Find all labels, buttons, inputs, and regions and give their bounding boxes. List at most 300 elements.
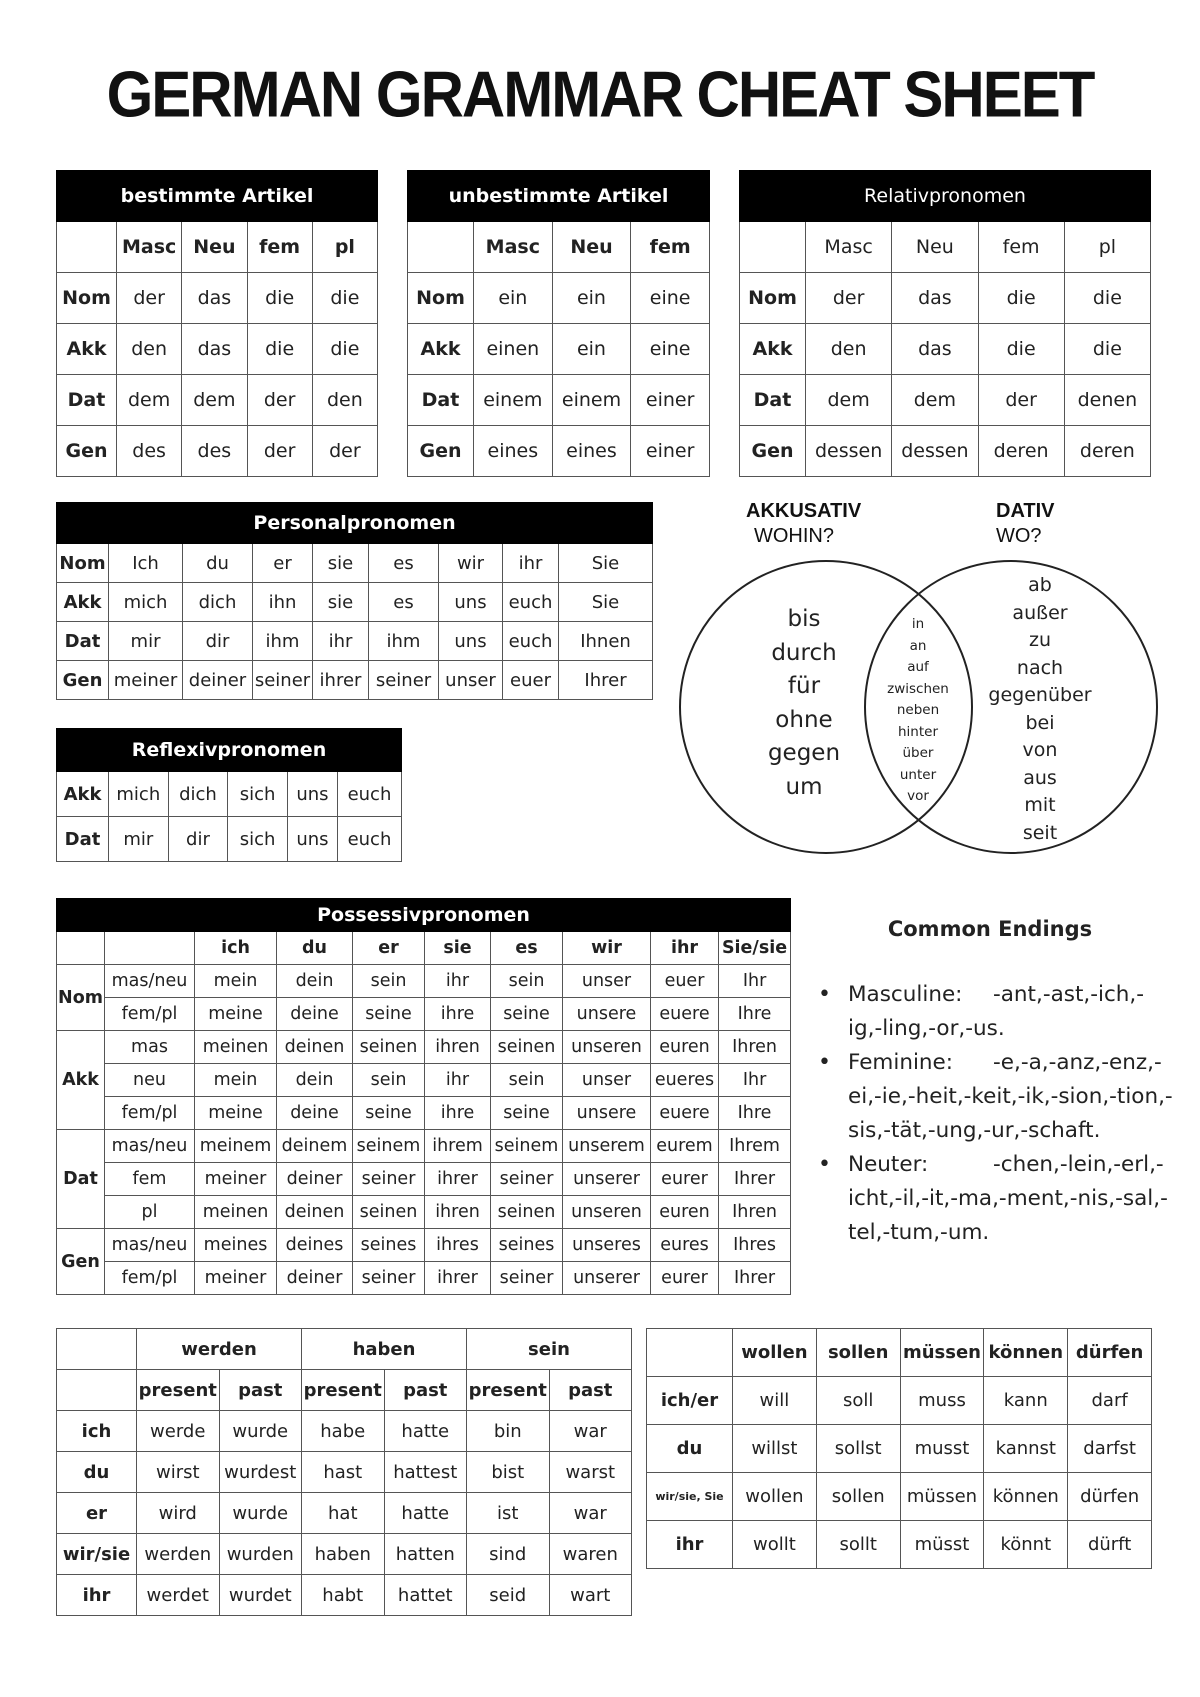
row-header: Dat — [57, 375, 117, 426]
corner-cell — [105, 932, 195, 965]
table-cell: mich — [109, 772, 169, 817]
corner-cell — [740, 222, 806, 273]
table-cell: werden — [137, 1534, 220, 1575]
table-cell: ihm — [253, 622, 313, 661]
table-cell: ihm — [369, 622, 439, 661]
table-cell: hatte — [384, 1493, 467, 1534]
table-cell: die — [312, 273, 377, 324]
list-item: aus — [1023, 766, 1057, 789]
column-header: Neu — [182, 222, 247, 273]
table-cell: ihrem — [425, 1130, 491, 1163]
table-cell: seinem — [353, 1130, 425, 1163]
table-cell: euer — [503, 661, 559, 700]
table-row — [57, 273, 378, 324]
table-cell: sein — [491, 965, 563, 998]
verb-group-header: werden — [137, 1329, 302, 1370]
list-item: seit — [1022, 821, 1058, 844]
table-cell: Ich — [109, 544, 183, 583]
table-cell: das — [892, 273, 978, 324]
table-cell: willst — [733, 1425, 817, 1473]
table-cell: war — [549, 1411, 632, 1452]
verb-group-header: haben — [302, 1329, 467, 1370]
tense-header: past — [549, 1370, 632, 1411]
table-cell: kann — [984, 1377, 1068, 1425]
table-row — [408, 324, 710, 375]
table-cell: deiner — [183, 661, 253, 700]
table-cell: eueres — [651, 1064, 719, 1097]
table-cell: der — [806, 273, 892, 324]
table-cell: ihn — [253, 583, 313, 622]
table-row — [57, 1196, 791, 1229]
table-cell: hatte — [384, 1411, 467, 1452]
column-header: müssen — [900, 1329, 984, 1377]
tense-header: past — [219, 1370, 302, 1411]
table-cell: wird — [137, 1493, 220, 1534]
table-cell: deines — [277, 1229, 353, 1262]
table-cell: einem — [474, 375, 553, 426]
table-cell: wurde — [219, 1493, 302, 1534]
table-row — [57, 1064, 791, 1097]
table-cell: meiner — [195, 1262, 277, 1295]
table-cell: dich — [183, 583, 253, 622]
table-cell: sollst — [816, 1425, 900, 1473]
table-cell: euer — [651, 965, 719, 998]
list-item: durch — [771, 639, 837, 666]
sub-row-header: fem/pl — [105, 998, 195, 1031]
table-cell: wurdet — [219, 1575, 302, 1616]
sub-row-header: fem/pl — [105, 1097, 195, 1130]
list-item: ab — [1028, 574, 1052, 596]
table-cell: der — [247, 426, 312, 477]
table-cell: ihr — [425, 965, 491, 998]
column-header: ich — [195, 932, 277, 965]
table-cell: ihr — [425, 1064, 491, 1097]
table-cell: du — [183, 544, 253, 583]
corner-cell — [408, 222, 474, 273]
table-cell: seiner — [353, 1163, 425, 1196]
table-cell: deiner — [277, 1262, 353, 1295]
table-cell: dein — [277, 1064, 353, 1097]
table-cell: seiner — [253, 661, 313, 700]
table-row — [57, 1452, 632, 1493]
table-cell: seinen — [353, 1196, 425, 1229]
table-cell: den — [806, 324, 892, 375]
list-item: in — [911, 616, 925, 632]
table-cell: seines — [353, 1229, 425, 1262]
table-cell: das — [182, 324, 247, 375]
list-item: außer — [1012, 601, 1068, 624]
table-cell: wurdest — [219, 1452, 302, 1493]
list-item: gegenüber — [988, 684, 1092, 706]
reflexive-pronouns-table — [56, 728, 402, 862]
table-cell: wir — [439, 544, 503, 583]
row-header: er — [57, 1493, 137, 1534]
table-row — [408, 426, 710, 477]
table-cell: er — [253, 544, 313, 583]
table-cell: Sie — [559, 544, 653, 583]
column-header: wollen — [733, 1329, 817, 1377]
table-cell: Ihrer — [559, 661, 653, 700]
list-item: zu — [1028, 629, 1051, 651]
table-cell: den — [117, 324, 182, 375]
table-cell: ihr — [503, 544, 559, 583]
table-title: Relativpronomen — [740, 171, 1151, 222]
table-cell: werde — [137, 1411, 220, 1452]
table-cell: einem — [552, 375, 631, 426]
table-cell: bist — [467, 1452, 550, 1493]
table-cell: es — [369, 583, 439, 622]
table-cell: seine — [353, 1097, 425, 1130]
table-cell: unserer — [563, 1262, 651, 1295]
table-cell: dir — [168, 817, 228, 862]
table-cell: euere — [651, 998, 719, 1031]
list-item — [818, 978, 1178, 1046]
table-cell: waren — [549, 1534, 632, 1575]
table-row — [57, 661, 653, 700]
table-cell: dem — [117, 375, 182, 426]
table-row — [647, 1473, 1152, 1521]
personal-pronouns-table — [56, 502, 653, 700]
list-item: für — [787, 673, 821, 699]
table-cell: ihr — [313, 622, 369, 661]
sub-row-header: mas/neu — [105, 1229, 195, 1262]
table-cell: euren — [651, 1031, 719, 1064]
table-cell: ein — [552, 273, 631, 324]
table-cell: Ihrer — [719, 1262, 791, 1295]
venn-right-subtitle: WO? — [996, 525, 1042, 547]
table-cell: seinem — [491, 1130, 563, 1163]
endings-heading: Common Endings — [887, 917, 1093, 941]
table-cell: dessen — [806, 426, 892, 477]
table-cell: eine — [631, 273, 710, 324]
modal-verbs-table — [646, 1328, 1152, 1569]
list-item: neben — [896, 702, 940, 718]
column-header: er — [353, 932, 425, 965]
table-cell: unserem — [563, 1130, 651, 1163]
column-header: sie — [425, 932, 491, 965]
table-cell: können — [984, 1473, 1068, 1521]
table-cell: muss — [900, 1377, 984, 1425]
tense-header: present — [137, 1370, 220, 1411]
column-header: pl — [1064, 222, 1150, 273]
table-cell: seiner — [369, 661, 439, 700]
table-row — [647, 1425, 1152, 1473]
row-header: Nom — [57, 965, 105, 1031]
table-cell: das — [182, 273, 247, 324]
table-cell: die — [978, 273, 1064, 324]
list-item: unter — [899, 766, 937, 783]
table-cell: warst — [549, 1452, 632, 1493]
table-row — [57, 1097, 791, 1130]
table-cell: meinen — [195, 1031, 277, 1064]
table-cell: mir — [109, 817, 169, 862]
table-cell: Ihrem — [719, 1130, 791, 1163]
table-cell: euren — [651, 1196, 719, 1229]
table-cell: sein — [353, 1064, 425, 1097]
table-cell: eurer — [651, 1163, 719, 1196]
table-cell: dem — [892, 375, 978, 426]
table-cell: ihre — [425, 998, 491, 1031]
table-row — [740, 426, 1151, 477]
table-cell: eurem — [651, 1130, 719, 1163]
table-cell: Ihres — [719, 1229, 791, 1262]
column-header: fem — [631, 222, 710, 273]
column-header: Neu — [892, 222, 978, 273]
table-cell: hattest — [384, 1452, 467, 1493]
table-cell: ihre — [425, 1097, 491, 1130]
table-cell: sollt — [816, 1521, 900, 1569]
table-cell: seines — [491, 1229, 563, 1262]
table-row — [57, 1411, 632, 1452]
list-item: hinter — [897, 723, 938, 740]
table-cell: unser — [439, 661, 503, 700]
table-cell: seinen — [491, 1196, 563, 1229]
column-header: du — [277, 932, 353, 965]
table-cell: ist — [467, 1493, 550, 1534]
table-cell: ihrer — [425, 1262, 491, 1295]
table-cell: euch — [337, 817, 401, 862]
list-item: ohne — [775, 706, 833, 733]
table-cell: ein — [552, 324, 631, 375]
table-row — [57, 622, 653, 661]
relative-pronouns-table — [739, 170, 1151, 477]
corner-cell — [57, 932, 105, 965]
row-header: Gen — [57, 426, 117, 477]
row-header: Dat — [57, 1130, 105, 1229]
table-cell: unser — [563, 965, 651, 998]
table-cell: dem — [182, 375, 247, 426]
column-header: sollen — [816, 1329, 900, 1377]
table-cell: dürfen — [1068, 1473, 1152, 1521]
table-row — [57, 1130, 791, 1163]
endings-text: -chen,-lein,-erl,-icht,-il,-it,-ma,-ment,-nis,-sal,-tel,-tum,-um. — [848, 1152, 1168, 1245]
table-cell: musst — [900, 1425, 984, 1473]
table-title: bestimmte Artikel — [57, 171, 378, 222]
column-header: Sie/sie — [719, 932, 791, 965]
table-cell: könnt — [984, 1521, 1068, 1569]
table-row — [740, 273, 1151, 324]
table-row — [740, 375, 1151, 426]
tense-header: present — [467, 1370, 550, 1411]
table-cell: die — [1064, 273, 1150, 324]
venn-left-subtitle: WOHIN? — [754, 525, 834, 547]
table-cell: seiner — [353, 1262, 425, 1295]
corner-cell — [57, 1329, 137, 1370]
row-header: wir/sie, Sie — [647, 1473, 733, 1521]
shared-prepositions — [873, 614, 963, 808]
table-cell: dein — [277, 965, 353, 998]
table-title: Possessivpronomen — [57, 899, 791, 932]
table-row — [408, 273, 710, 324]
table-cell: Ihnen — [559, 622, 653, 661]
table-cell: Ihren — [719, 1031, 791, 1064]
row-header: Akk — [408, 324, 474, 375]
row-header: ihr — [57, 1575, 137, 1616]
column-header: es — [491, 932, 563, 965]
column-header: Masc — [474, 222, 553, 273]
table-cell: die — [978, 324, 1064, 375]
page-title: GERMAN GRAMMAR CHEAT SHEET — [106, 58, 1094, 131]
table-cell: einen — [474, 324, 553, 375]
table-cell: der — [978, 375, 1064, 426]
table-cell: unseren — [563, 1196, 651, 1229]
column-header: wir — [563, 932, 651, 965]
table-cell: seine — [353, 998, 425, 1031]
table-cell: hast — [302, 1452, 385, 1493]
table-cell: mir — [109, 622, 183, 661]
table-cell: darfst — [1068, 1425, 1152, 1473]
table-row — [57, 1229, 791, 1262]
corner-cell — [647, 1329, 733, 1377]
venn-right-title: DATIV — [996, 500, 1055, 522]
table-row — [57, 1534, 632, 1575]
row-header: Nom — [740, 273, 806, 324]
row-header: Nom — [408, 273, 474, 324]
table-cell: wart — [549, 1575, 632, 1616]
table-cell: Ihre — [719, 1097, 791, 1130]
table-cell: sie — [313, 544, 369, 583]
table-row — [57, 1031, 791, 1064]
row-header: Akk — [57, 1031, 105, 1130]
list-item: vor — [907, 788, 929, 804]
definite-articles-table — [56, 170, 378, 477]
table-cell: denen — [1064, 375, 1150, 426]
tense-header: past — [384, 1370, 467, 1411]
table-cell: ein — [474, 273, 553, 324]
table-cell: seine — [491, 1097, 563, 1130]
table-cell: werdet — [137, 1575, 220, 1616]
table-cell: der — [117, 273, 182, 324]
table-row — [740, 324, 1151, 375]
list-item: mit — [1024, 794, 1056, 816]
row-header: Nom — [57, 273, 117, 324]
table-cell: dir — [183, 622, 253, 661]
table-cell: einer — [631, 426, 710, 477]
table-cell: meinem — [195, 1130, 277, 1163]
corner-cell — [57, 1370, 137, 1411]
table-cell: dich — [168, 772, 228, 817]
table-row — [57, 772, 402, 817]
table-cell: bin — [467, 1411, 550, 1452]
column-header: ihr — [651, 932, 719, 965]
table-cell: seiner — [491, 1262, 563, 1295]
table-cell: deiner — [277, 1163, 353, 1196]
sub-row-header: mas/neu — [105, 1130, 195, 1163]
table-cell: müssen — [900, 1473, 984, 1521]
table-cell: Sie — [559, 583, 653, 622]
gender-label: Neuter: — [848, 1152, 929, 1177]
table-cell: den — [312, 375, 377, 426]
table-cell: meinen — [195, 1196, 277, 1229]
table-title: unbestimmte Artikel — [408, 171, 710, 222]
table-row — [57, 998, 791, 1031]
table-cell: deinem — [277, 1130, 353, 1163]
table-cell: sich — [228, 772, 288, 817]
row-header: Akk — [740, 324, 806, 375]
table-cell: hattet — [384, 1575, 467, 1616]
table-cell: uns — [287, 817, 337, 862]
list-item — [818, 1148, 1178, 1250]
table-cell: der — [312, 426, 377, 477]
table-cell: wurde — [219, 1411, 302, 1452]
table-cell: unseres — [563, 1229, 651, 1262]
table-cell: will — [733, 1377, 817, 1425]
table-row — [408, 375, 710, 426]
table-cell: dessen — [892, 426, 978, 477]
table-cell: sich — [228, 817, 288, 862]
row-header: Gen — [740, 426, 806, 477]
table-cell: deinen — [277, 1031, 353, 1064]
list-item: von — [1022, 739, 1058, 761]
row-header: du — [647, 1425, 733, 1473]
table-cell: seiner — [491, 1163, 563, 1196]
list-item: nach — [1016, 656, 1064, 679]
dativ-prepositions — [980, 572, 1100, 847]
table-cell: Ihren — [719, 1196, 791, 1229]
column-header: können — [984, 1329, 1068, 1377]
table-title: Personalpronomen — [57, 503, 653, 544]
column-header: dürfen — [1068, 1329, 1152, 1377]
table-cell: sein — [491, 1064, 563, 1097]
list-item: bei — [1025, 711, 1055, 734]
table-cell: die — [1064, 324, 1150, 375]
row-header: Nom — [57, 544, 109, 583]
list-item: über — [902, 745, 934, 761]
table-cell: ihren — [425, 1196, 491, 1229]
column-header: fem — [978, 222, 1064, 273]
row-header: Akk — [57, 583, 109, 622]
table-cell: eines — [474, 426, 553, 477]
table-cell: es — [369, 544, 439, 583]
tense-header: present — [302, 1370, 385, 1411]
list-item — [818, 1046, 1178, 1148]
table-cell: euch — [503, 622, 559, 661]
table-cell: sollen — [816, 1473, 900, 1521]
table-cell: mein — [195, 965, 277, 998]
table-cell: wirst — [137, 1452, 220, 1493]
column-header: Masc — [806, 222, 892, 273]
row-header: Dat — [57, 817, 109, 862]
list-item: bis — [787, 606, 821, 632]
table-cell: ihres — [425, 1229, 491, 1262]
table-cell: sie — [313, 583, 369, 622]
sub-row-header: fem/pl — [105, 1262, 195, 1295]
table-cell: eurer — [651, 1262, 719, 1295]
table-cell: uns — [287, 772, 337, 817]
table-cell: unser — [563, 1064, 651, 1097]
table-cell: wollen — [733, 1473, 817, 1521]
table-cell: dürft — [1068, 1521, 1152, 1569]
table-cell: ihren — [425, 1031, 491, 1064]
table-cell: eines — [552, 426, 631, 477]
table-cell: das — [892, 324, 978, 375]
table-cell: deren — [978, 426, 1064, 477]
table-cell: dem — [806, 375, 892, 426]
table-cell: deine — [277, 1097, 353, 1130]
akkusativ-prepositions — [754, 603, 854, 804]
corner-cell — [57, 222, 117, 273]
table-row — [57, 965, 791, 998]
table-cell: war — [549, 1493, 632, 1534]
list-item: auf — [907, 659, 929, 675]
table-row — [647, 1377, 1152, 1425]
table-cell: meine — [195, 1097, 277, 1130]
row-header: Dat — [740, 375, 806, 426]
row-header: du — [57, 1452, 137, 1493]
table-cell: meines — [195, 1229, 277, 1262]
endings-list — [818, 978, 1178, 1250]
table-row — [57, 1575, 632, 1616]
